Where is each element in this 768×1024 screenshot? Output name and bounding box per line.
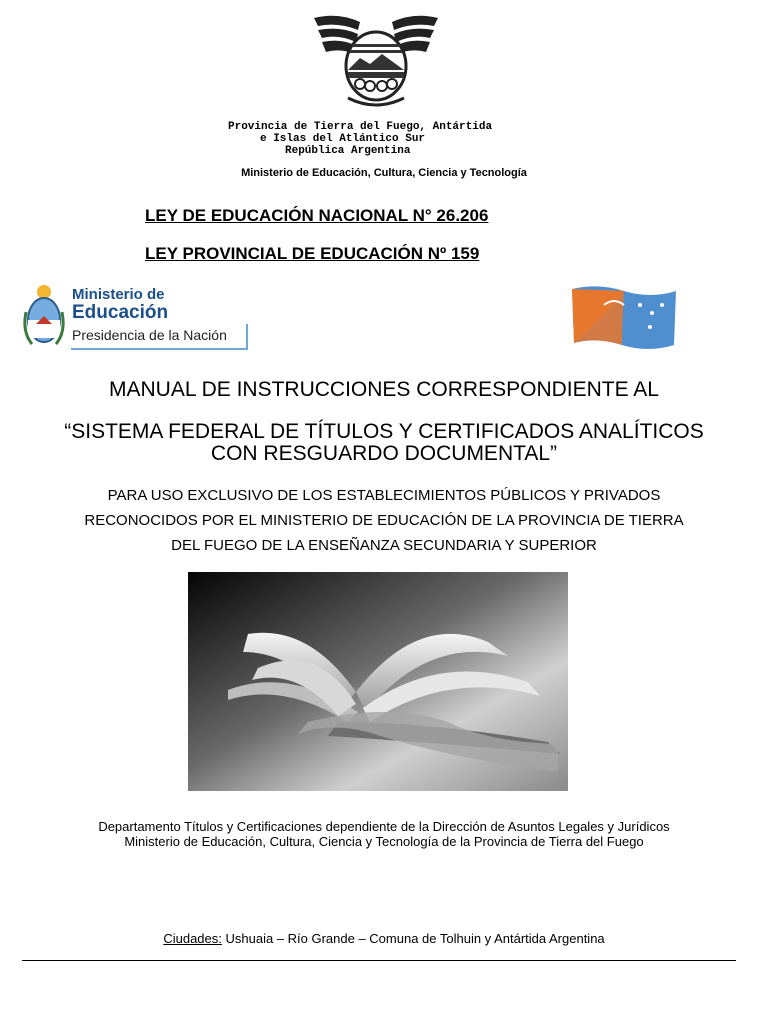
national-shield-icon — [22, 282, 66, 350]
cities-list: Ushuaia – Río Grande – Comuna de Tolhuin y Antártida Argentina — [221, 931, 605, 946]
cities-line — [0, 931, 768, 946]
department-line-1: Departamento Títulos y Certificaciones dependiente de la Dirección de Asuntos Legales y Jurídicos — [98, 819, 670, 834]
logo-line-3: Presidencia de la Nación — [72, 327, 227, 343]
provincial-flag-icon — [568, 283, 680, 353]
province-line-2: e Islas del Atlántico Sur — [260, 133, 426, 145]
cities-label: Ciudades: — [163, 931, 222, 946]
logo-line-2: Educación — [72, 302, 169, 323]
open-book-image — [188, 572, 568, 791]
system-title-line-1: “SISTEMA FEDERAL DE TÍTULOS Y CERTIFICADOS ANALÍTICOS — [64, 420, 704, 443]
department-line-2: Ministerio de Educación, Cultura, Ciencia y Tecnología de la Provincia de Tierra del Fuego — [124, 834, 644, 849]
usage-line-3: DEL FUEGO DE LA ENSEÑANZA SECUNDARIA Y SUPERIOR — [171, 537, 597, 554]
ministry-name: Ministerio de Educación, Cultura, Ciencia y Tecnología — [241, 167, 527, 179]
national-law-title: LEY DE EDUCACIÓN NACIONAL N° 26.206 — [145, 206, 489, 225]
usage-line-1: PARA USO EXCLUSIVO DE LOS ESTABLECIMIENTOS PÚBLICOS Y PRIVADOS — [107, 487, 661, 504]
provincial-crest-icon — [308, 8, 444, 108]
national-ministry-logo — [22, 282, 250, 352]
department-info — [0, 819, 768, 849]
province-line-1: Provincia de Tierra del Fuego, Antártida — [228, 121, 493, 133]
logo-line-1: Ministerio de — [72, 286, 165, 303]
system-title — [0, 421, 768, 465]
province-line-3: República Argentina — [285, 145, 411, 157]
provincial-law-title: LEY PROVINCIAL DE EDUCACIÓN Nº 159 — [145, 244, 480, 263]
usage-line-2: RECONOCIDOS POR EL MINISTERIO DE EDUCACIÓN DE LA PROVINCIA DE TIERRA — [84, 512, 684, 529]
footer-rule — [22, 960, 736, 961]
manual-title: MANUAL DE INSTRUCCIONES CORRESPONDIENTE AL — [109, 378, 659, 401]
usage-statement — [0, 483, 768, 558]
system-title-line-2: CON RESGUARDO DOCUMENTAL” — [210, 442, 558, 465]
